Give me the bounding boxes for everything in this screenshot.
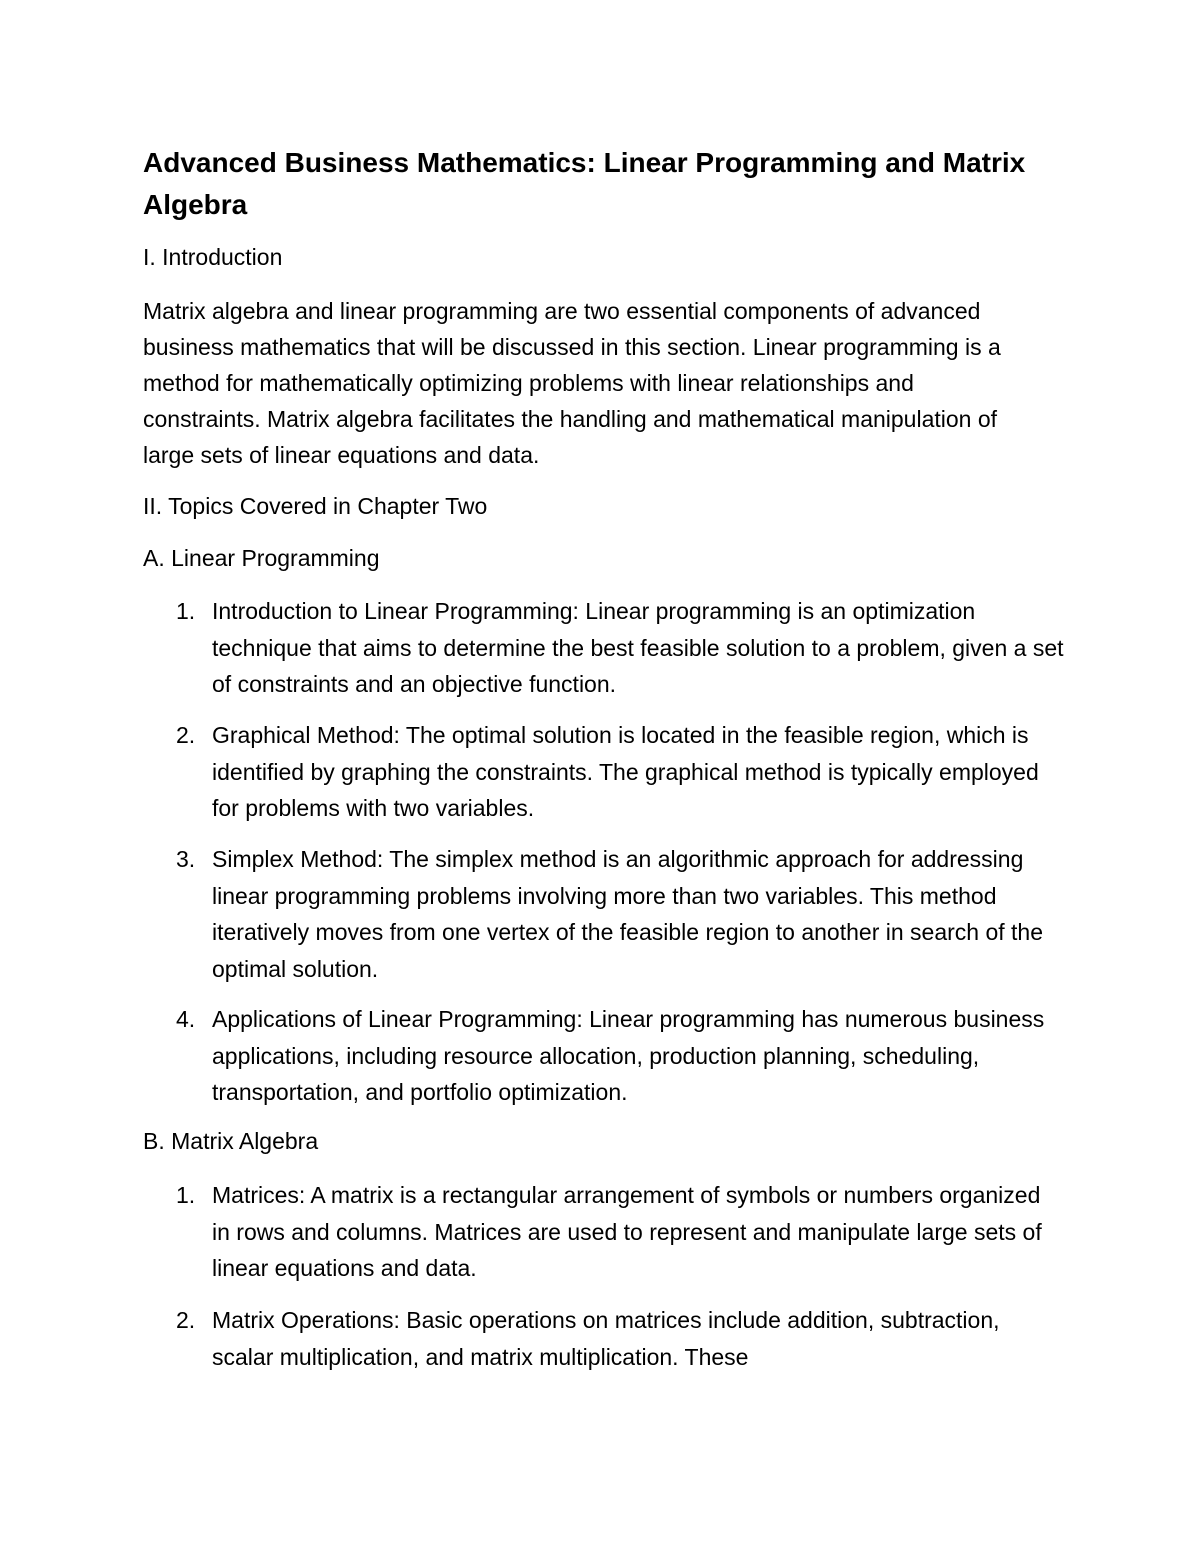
section-heading-introduction: I. Introduction (143, 244, 283, 270)
introduction-paragraph: Matrix algebra and linear programming are two essential components of advanced business mathematics that will be discussed in this section. Linear programming is a method for mathematically optimizing problems with linear relationships and constraints. Matrix algebra facilitates the handling and mathematical manipulation of large sets of linear equations and data. (143, 298, 1001, 468)
section-heading-topics: II. Topics Covered in Chapter Two (143, 493, 488, 519)
list-item-number: 1. (176, 1182, 196, 1208)
list-item-text: Graphical Method: The optimal solution is located in the feasible region, which is identified by graphing the constraints. The graphical method is typically employed for problems with two variables. (212, 722, 1039, 821)
list-item-text: Introduction to Linear Programming: Linear programming is an optimization technique that aims to determine the best feasible solution to a problem, given a set of constraints and an objective function. (212, 598, 1064, 697)
list-item-number: 2. (176, 1307, 196, 1333)
list-item-number: 1. (176, 598, 196, 624)
list-item (143, 1001, 1063, 1111)
list-item-number: 3. (176, 846, 196, 872)
document-title: Advanced Business Mathematics: Linear Programming and Matrix Algebra (143, 147, 1026, 220)
subsection-heading-matrix-algebra: B. Matrix Algebra (143, 1128, 319, 1154)
list-item (143, 1302, 1063, 1375)
list-item-text: Simplex Method: The simplex method is an algorithmic approach for addressing linear programming problems involving more than two variables. This method iteratively moves from one vertex of the feasible region to another in search of the optimal solution. (212, 846, 1043, 982)
list-item-text: Applications of Linear Programming: Linear programming has numerous business applications, including resource allocation, production planning, scheduling, transportation, and portfolio optimization. (212, 1006, 1045, 1105)
list-item-number: 2. (176, 722, 196, 748)
list-item (143, 593, 1063, 703)
list-item-text: Matrices: A matrix is a rectangular arrangement of symbols or numbers organized in rows and columns. Matrices are used to represent and manipulate large sets of linear equations and data. (212, 1182, 1042, 1281)
list-item-number: 4. (176, 1006, 196, 1032)
list-item-text: Matrix Operations: Basic operations on matrices include addition, subtraction, scalar multiplication, and matrix multiplication. These (212, 1307, 1000, 1370)
list-item (143, 841, 1063, 987)
list-item (143, 1177, 1063, 1287)
list-item (143, 717, 1063, 827)
subsection-heading-linear-programming: A. Linear Programming (143, 545, 380, 571)
